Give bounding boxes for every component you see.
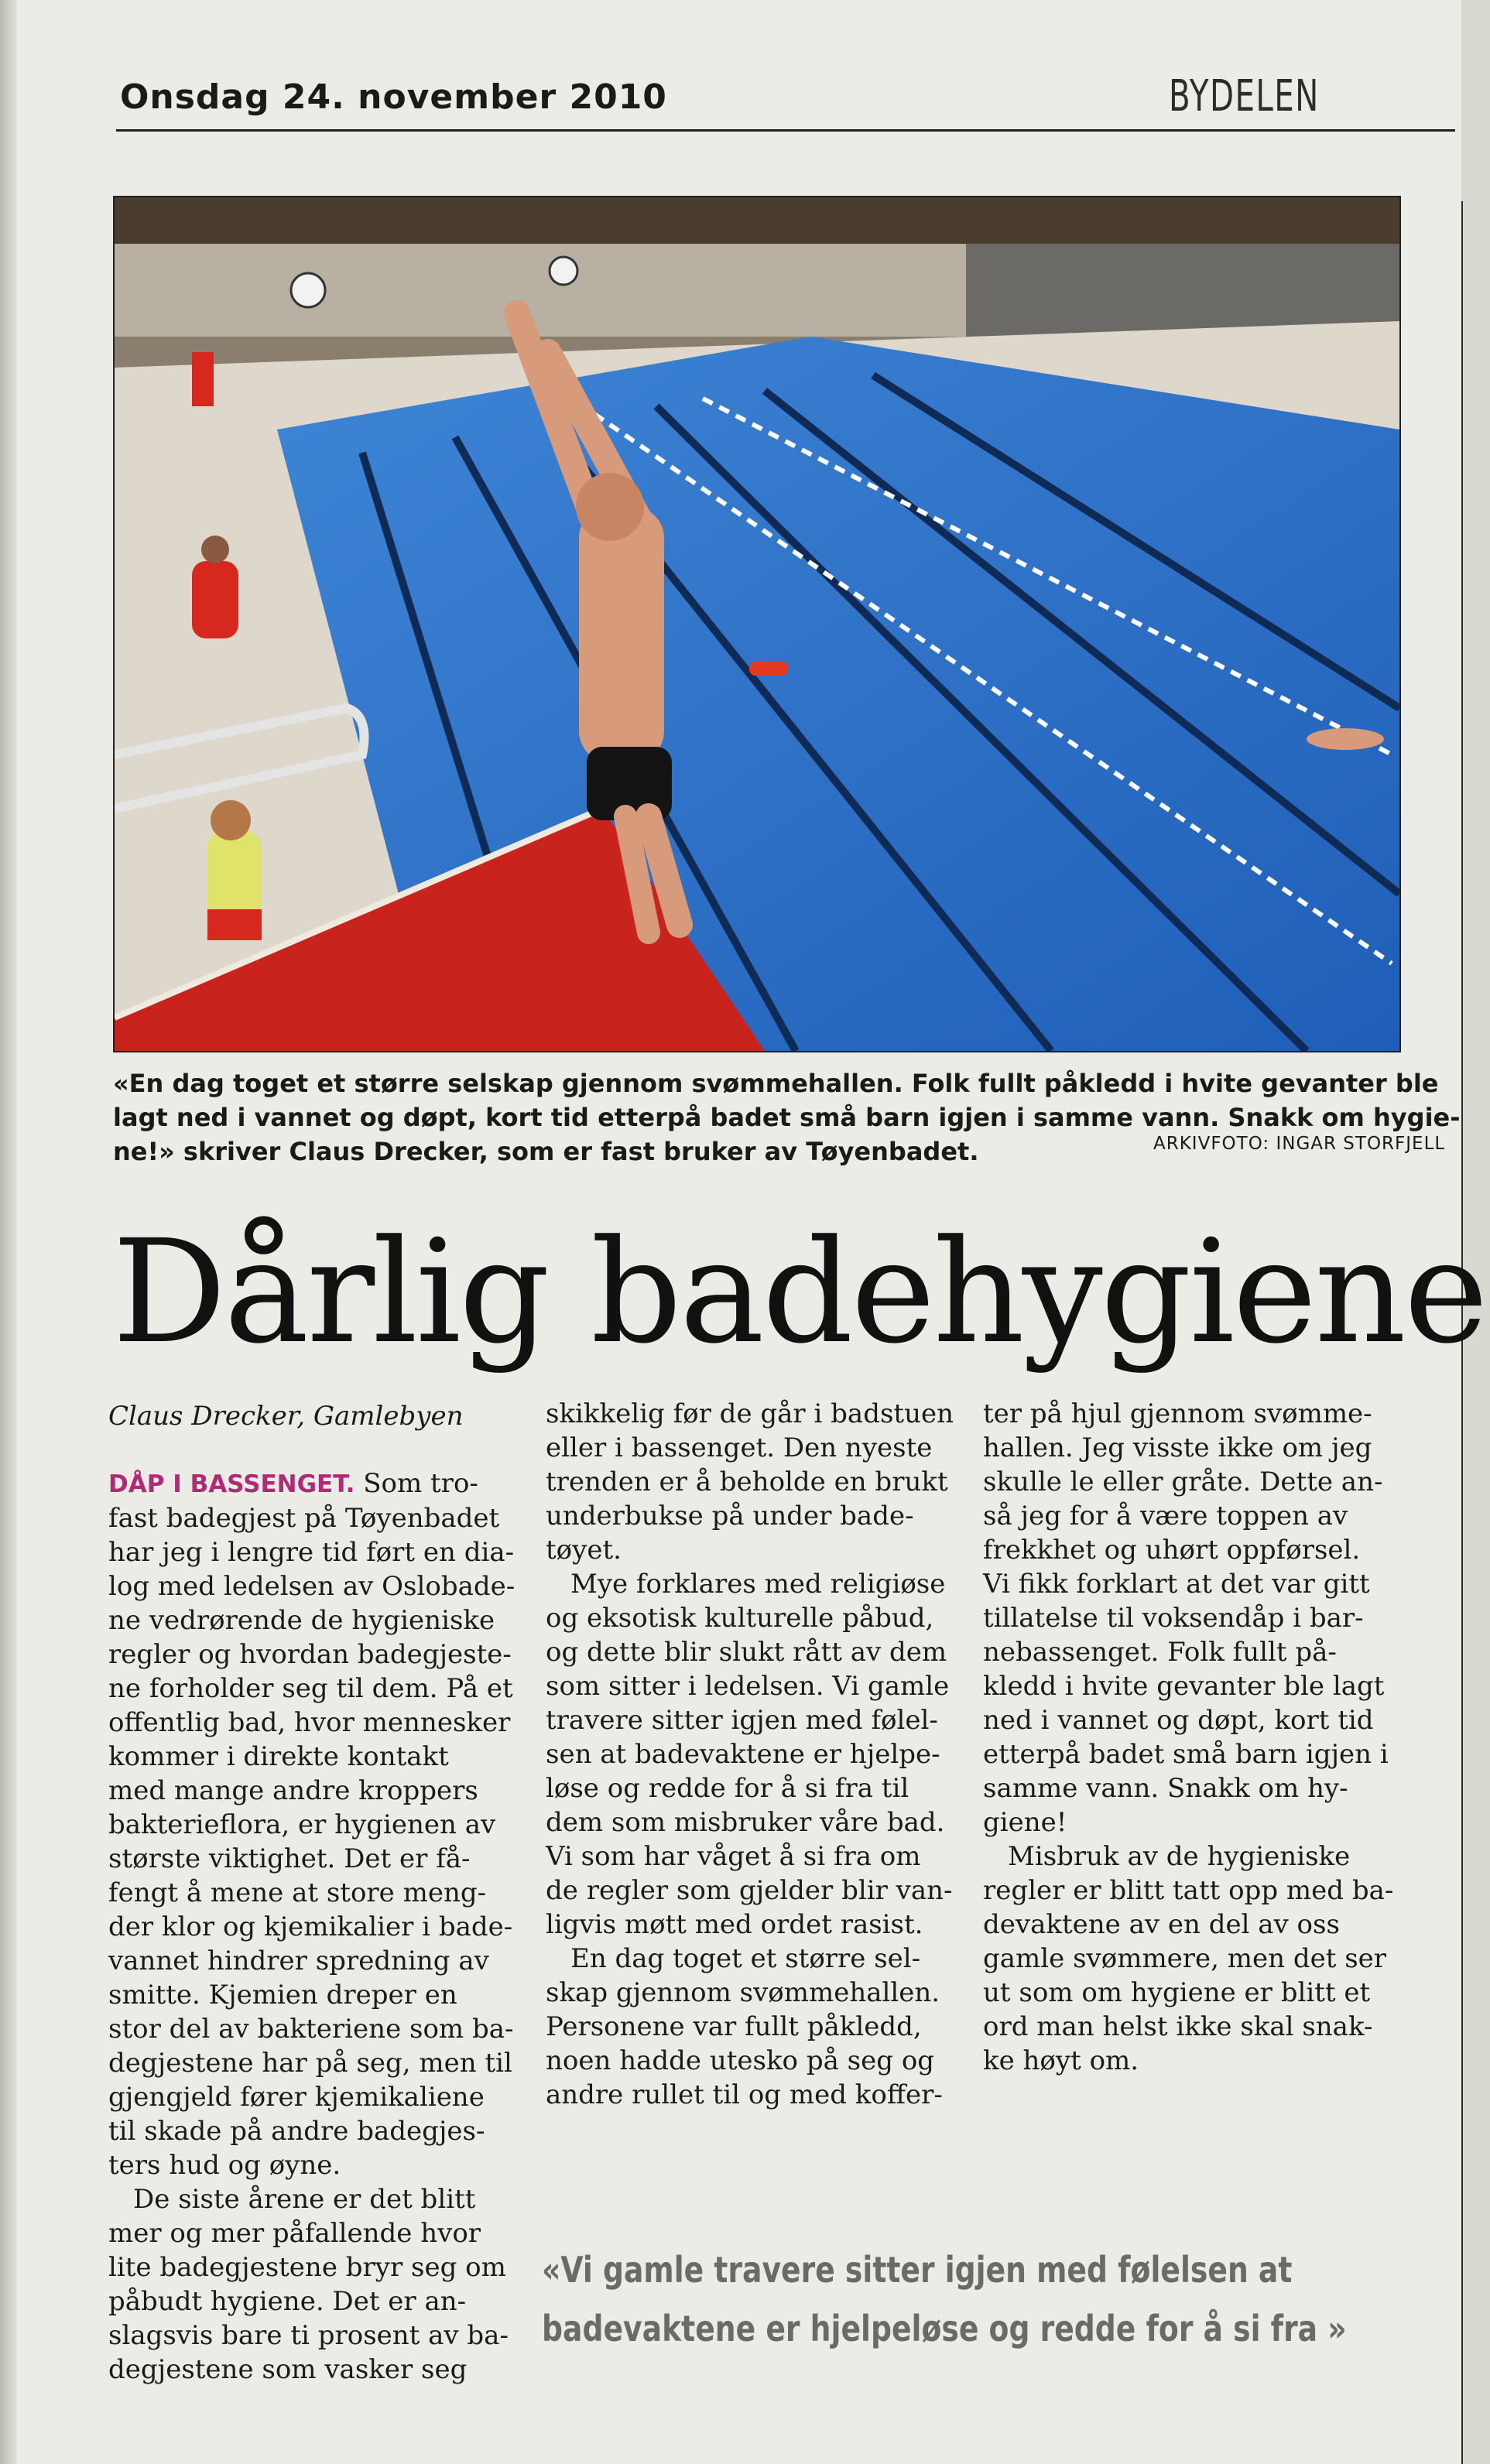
column-line: fast badegjest på Tøyenbadet [108, 1503, 500, 1534]
column-line: samme vann. Snakk om hy- [983, 1773, 1348, 1804]
article-byline: Claus Drecker, Gamlebyen [108, 1401, 464, 1432]
column-line: bakterieflora, er hygienen av [108, 1809, 496, 1840]
caption-line: ne!» skriver Claus Drecker, som er fast bruker av Tøyenbadet. [113, 1137, 979, 1166]
column-line: log med ledelsen av Oslobade- [108, 1571, 516, 1602]
column-line: de regler som gjelder blir van- [546, 1875, 953, 1906]
column-line: til skade på andre badegjes- [108, 2116, 485, 2147]
column-line: gamle svømmere, men det ser [983, 1943, 1387, 1974]
column-line: skulle le eller gråte. Dette an- [983, 1466, 1383, 1497]
header-section: BYDELEN [1169, 71, 1320, 121]
column-line: ned i vannet og døpt, kort tid [983, 1705, 1374, 1736]
column-line: Mye forklares med religiøse [570, 1569, 946, 1600]
column-line: Vi som har våget å si fra om [546, 1841, 921, 1872]
column-line: noen hadde utesko på seg og [546, 2045, 935, 2076]
column-line: giene! [983, 1807, 1067, 1838]
column-line: har jeg i lengre tid ført en dia- [108, 1537, 515, 1568]
column-line: kommer i direkte kontakt [108, 1741, 449, 1772]
column-line: underbukse på under bade- [546, 1501, 914, 1531]
column-line: påbudt hygiene. Det er an- [108, 2286, 467, 2317]
column-line: sen at badevaktene er hjelpe- [546, 1739, 940, 1770]
column-line: ne vedrørende de hygieniske [108, 1605, 495, 1636]
column-line: Misbruk av de hygieniske [1008, 1841, 1351, 1872]
column-line: gjengjeld fører kjemikaliene [108, 2082, 485, 2113]
caption-line: «En dag toget et større selskap gjennom svømmehallen. Folk fullt påkledd i hvite gevanter ble [113, 1069, 1439, 1098]
column-line: ord man helst ikke skal snak- [983, 2011, 1373, 2042]
column-line: dem som misbruker våre bad. [546, 1807, 945, 1838]
column-line: så jeg for å være toppen av [983, 1501, 1348, 1531]
column-line: skap gjennom svømmehallen. [546, 1977, 940, 2008]
article-column-3 [983, 1397, 1416, 2078]
column-line: frekkhet og uhørt oppførsel. [983, 1535, 1361, 1566]
article-column-1 [108, 1466, 542, 2387]
column-line: og eksotisk kulturelle påbud, [546, 1603, 934, 1634]
column-line: tøyet. [546, 1535, 622, 1566]
column-line: tillatelse til voksendåp i bar- [983, 1603, 1364, 1634]
column-line-text: Som tro- [355, 1468, 478, 1499]
column-line: devaktene av en del av oss [983, 1909, 1340, 1940]
pull-quote-line: badevaktene er hjelpeløse og redde for å si fra » [542, 2308, 1347, 2349]
column-line: lite badegjestene bryr seg om [108, 2252, 506, 2283]
article-headline: Dårlig badehygiene [112, 1210, 1486, 1375]
column-line: slagsvis bare ti prosent av ba- [108, 2320, 509, 2351]
column-line: ter på hjul gjennom svømme- [983, 1398, 1372, 1429]
column-line: En dag toget et større sel- [570, 1943, 921, 1974]
article-kicker: DÅP I BASSENGET. [108, 1470, 355, 1498]
photo-credit: ARKIVFOTO: INGAR STORFJELL [1153, 1134, 1446, 1154]
column-line: skikkelig før de går i badstuen [546, 1398, 954, 1429]
caption-line: lagt ned i vannet og døpt, kort tid etterpå badet små barn igjen i samme vann. Snakk om hygie- [113, 1103, 1461, 1132]
column-line: Vi fikk forklart at det var gitt [983, 1569, 1370, 1600]
column-line: ke høyt om. [983, 2045, 1139, 2076]
column-line: smitte. Kjemien dreper en [108, 1980, 457, 2011]
pull-quote [542, 2240, 1347, 2358]
column-line: regler er blitt tatt opp med ba- [983, 1875, 1394, 1906]
column-line: hallen. Jeg visste ikke om jeg [983, 1432, 1372, 1463]
column-line: ut som om hygiene er blitt et [983, 1977, 1371, 2008]
header-date: Onsdag 24. november 2010 [120, 77, 667, 117]
column-line: og dette blir slukt rått av dem [546, 1637, 947, 1668]
column-line: ters hud og øyne. [108, 2150, 341, 2181]
column-line: kledd i hvite gevanter ble lagt [983, 1671, 1385, 1702]
column-line: degjestene har på seg, men til [108, 2048, 512, 2079]
header-rule [116, 129, 1455, 132]
column-line: største viktighet. Det er få- [108, 1843, 471, 1874]
column-line: løse og redde for å si fra til [546, 1773, 909, 1804]
paper-edge-left [0, 0, 17, 2464]
column-line: ligvis møtt med ordet rasist. [546, 1909, 923, 1940]
column-line: som sitter i ledelsen. Vi gamle [546, 1671, 950, 1702]
column-line: degjestene som vasker seg [108, 2354, 468, 2385]
column-line: trenden er å beholde en brukt [546, 1466, 948, 1497]
column-line: travere sitter igjen med følel- [546, 1705, 938, 1736]
column-line: eller i bassenget. Den nyeste [546, 1432, 933, 1463]
column-line: De siste årene er det blitt [133, 2184, 476, 2215]
column-line: mer og mer påfallende hvor [108, 2218, 481, 2249]
article-column-2 [546, 1397, 971, 2112]
column-line: der klor og kjemikalier i bade- [108, 1911, 513, 1942]
column-line: Personene var fullt påkledd, [546, 2011, 922, 2042]
column-line: andre rullet til og med koffer- [546, 2079, 943, 2110]
column-line: fengt å mene at store meng- [108, 1877, 487, 1908]
pull-quote-line: «Vi gamle travere sitter igjen med følelsen at [542, 2249, 1293, 2291]
column-line: regler og hvordan badegjeste- [108, 1639, 512, 1670]
column-line: etterpå badet små barn igjen i [983, 1739, 1389, 1770]
column-line: offentlig bad, hvor mennesker [108, 1707, 511, 1738]
column-line [108, 1466, 542, 1501]
column-line: nebassenget. Folk fullt på- [983, 1637, 1337, 1668]
column-line: ne forholder seg til dem. På et [108, 1673, 513, 1704]
pool-photo-illustration [115, 197, 1399, 1051]
column-line: med mange andre kroppers [108, 1775, 478, 1806]
column-line: stor del av bakteriene som ba- [108, 2014, 514, 2045]
column-line: vannet hindrer spredning av [108, 1946, 489, 1976]
article-photo [113, 196, 1401, 1052]
